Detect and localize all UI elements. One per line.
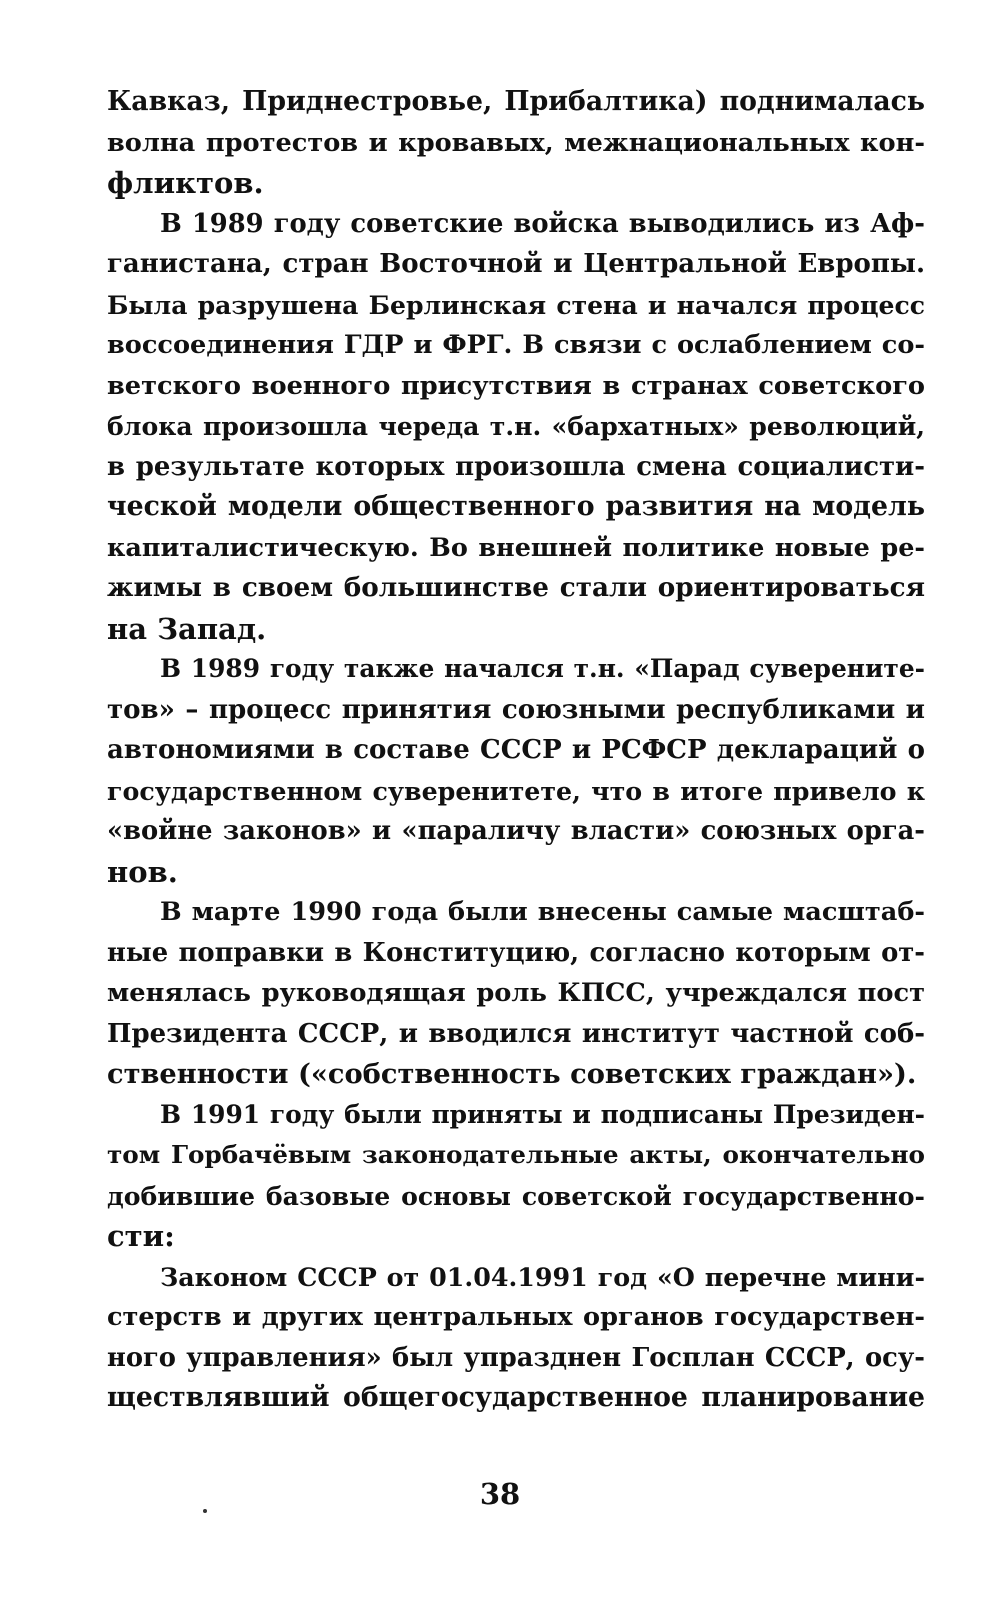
text-line: менялась руководящая роль КПСС, учреждался пост	[107, 978, 925, 1008]
text-line: воссоединения ГДР и ФРГ. В связи с ослаблением со-	[107, 330, 925, 360]
text-line: ственности («собственность советских граждан»).	[107, 1058, 917, 1090]
body-text	[107, 82, 925, 1419]
text-line: государственном суверенитете, что в итоге привело к	[107, 775, 925, 806]
page-number: 38	[479, 1477, 521, 1511]
text-line: В марте 1990 года были внесены самые масштаб-	[160, 897, 925, 927]
paragraph	[107, 892, 925, 1095]
paragraph	[107, 204, 925, 650]
text-line: Была разрушена Берлинская стена и начался процесс	[107, 289, 925, 320]
text-line: волна протестов и кровавых, межнациональных кон-	[107, 127, 925, 158]
text-line: на Запад.	[107, 611, 267, 646]
paragraph	[107, 1095, 925, 1257]
text-line: ческой модели общественного развития на модель	[107, 491, 925, 522]
text-line: Законом СССР от 01.04.1991 год «О перечне мини-	[160, 1261, 925, 1292]
text-line: жимы в своем большинстве стали ориентироваться	[107, 572, 925, 603]
text-line: тов» – процесс принятия союзными республиками и	[107, 694, 925, 725]
text-line: автономиями в составе СССР и РСФСР деклараций о	[107, 735, 925, 765]
text-line: том Горбачёвым законодательные акты, окончательно	[107, 1140, 925, 1169]
text-line: В 1991 году были приняты и подписаны Президен-	[160, 1099, 925, 1129]
text-line: ветского военного присутствия в странах советского	[107, 370, 925, 401]
text-line: Президента СССР, и вводился институт частной соб-	[107, 1018, 925, 1049]
text-line: ные поправки в Конституцию, согласно которым от-	[107, 937, 925, 968]
text-line: блока произошла череда т.н. «бархатных» революций,	[107, 411, 925, 441]
text-line: ганистана, стран Восточной и Центральной Европы.	[107, 249, 925, 279]
paragraph	[107, 1257, 925, 1419]
text-line: добившие базовые основы советской государственно-	[107, 1180, 925, 1211]
text-line: В 1989 году советские войска выводились из Аф-	[160, 208, 925, 239]
paragraph	[107, 649, 925, 892]
text-line: ществлявший общегосударственное планирование	[107, 1382, 925, 1413]
text-line: в результате которых произошла смена социалисти-	[107, 451, 925, 482]
text-line: В 1989 году также начался т.н. «Парад суверените-	[160, 654, 925, 683]
text-line: «войне законов» и «параличу власти» союзных орга-	[107, 816, 925, 846]
text-line: ного управления» был упразднен Госплан СССР, осу-	[107, 1342, 925, 1373]
text-line: нов.	[107, 854, 178, 889]
text-line: Кавказ, Приднестровье, Прибалтика) поднималась	[107, 86, 925, 117]
paragraph	[107, 82, 925, 204]
text-line: фликтов.	[107, 166, 264, 200]
text-line: стерств и других центральных органов государствен-	[107, 1302, 925, 1332]
text-line: капиталистическую. Во внешней политике новые ре-	[107, 532, 925, 563]
text-line: сти:	[107, 1219, 175, 1253]
